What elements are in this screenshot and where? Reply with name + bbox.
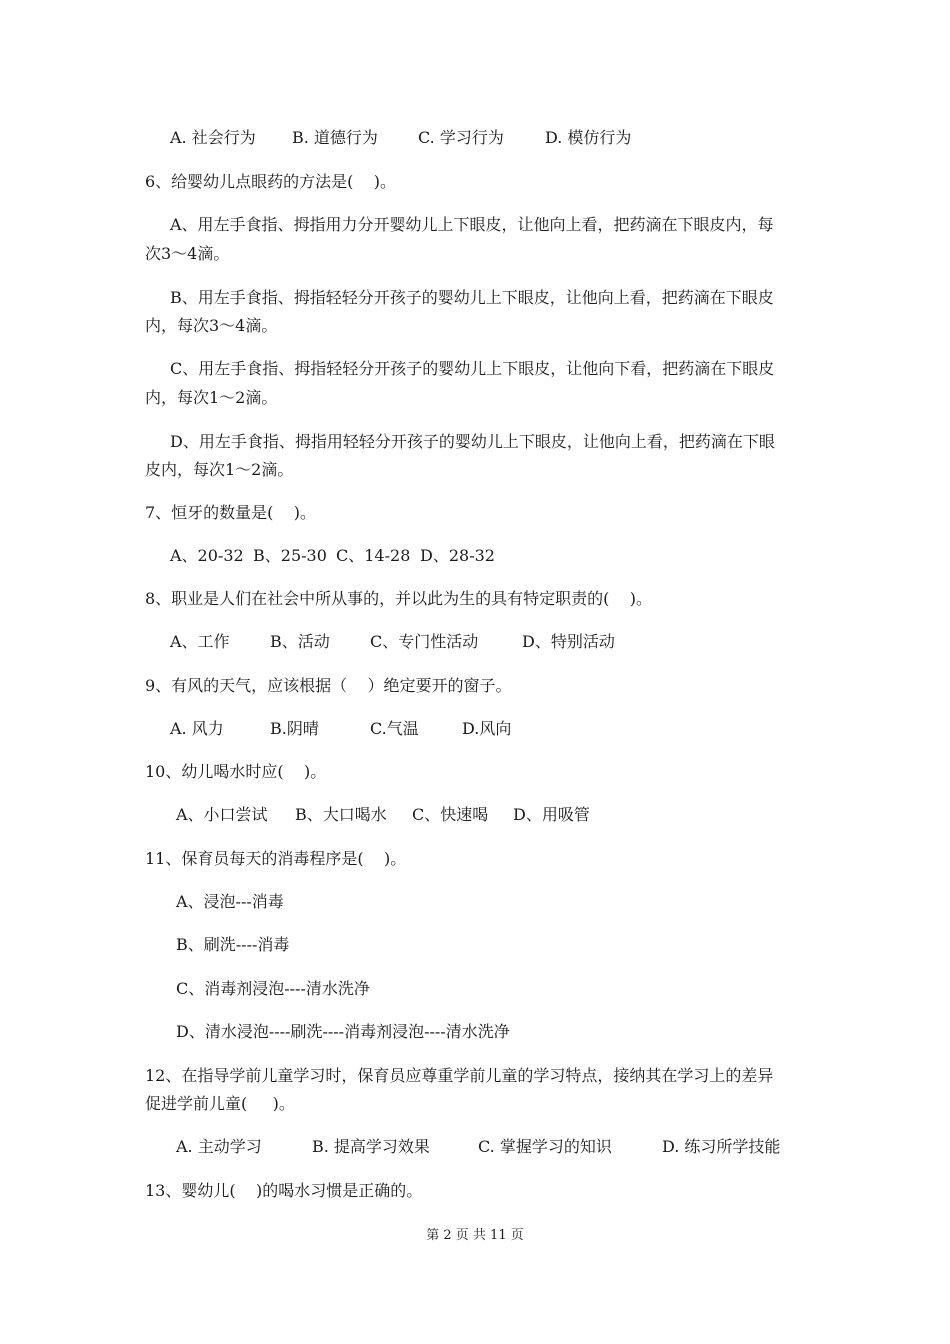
q5-option-d: D. 模仿行为 bbox=[545, 128, 632, 147]
q12-option-b: B. 提高学习效果 bbox=[312, 1137, 430, 1156]
q11-option-c: C、消毒剂浸泡----清水洗净 bbox=[176, 979, 370, 998]
q5-option-a: A. 社会行为 bbox=[170, 128, 256, 147]
q11-option-d: D、清水浸泡----刷洗----消毒剂浸泡----清水洗净 bbox=[176, 1022, 510, 1041]
q12-stem-line2: 促进学前儿童( )。 bbox=[145, 1094, 295, 1113]
q5-option-b: B. 道德行为 bbox=[292, 128, 378, 147]
q7-option-d: D、28-32 bbox=[420, 546, 495, 565]
q10-option-d: D、用吸管 bbox=[513, 805, 590, 824]
q5-option-c: C. 学习行为 bbox=[418, 128, 504, 147]
q6-option-a-line2: 次3～4滴。 bbox=[145, 244, 230, 263]
q9-option-d: D.风向 bbox=[462, 719, 512, 738]
q12-option-c: C. 掌握学习的知识 bbox=[478, 1137, 612, 1156]
q7-option-a: A、20-32 bbox=[170, 546, 244, 565]
q7-option-b: B、25-30 bbox=[253, 546, 327, 565]
q10-option-a: A、小口尝试 bbox=[176, 805, 268, 824]
q6-option-c-line1: C、用左手食指、拇指轻轻分开孩子的婴幼儿上下眼皮，让他向下看，把药滴在下眼皮 bbox=[170, 359, 775, 378]
q9-option-a: A. 风力 bbox=[170, 719, 224, 738]
q8-option-a: A、工作 bbox=[170, 632, 230, 651]
q6-stem: 6、给婴幼儿点眼药的方法是( )。 bbox=[145, 172, 397, 191]
q8-option-c: C、专门性活动 bbox=[370, 632, 479, 651]
q9-option-b: B.阴晴 bbox=[270, 719, 319, 738]
q10-stem: 10、幼儿喝水时应( )。 bbox=[145, 762, 327, 781]
q12-option-d: D. 练习所学技能 bbox=[662, 1137, 781, 1156]
page-number-footer: 第 2 页 共 11 页 bbox=[426, 1228, 524, 1243]
q8-stem: 8、职业是人们在社会中所从事的，并以此为生的具有特定职责的( )。 bbox=[145, 589, 653, 608]
q6-option-d-line1: D、用左手食指、拇指用轻轻分开孩子的婴幼儿上下眼皮，让他向上看，把药滴在下眼 bbox=[170, 432, 775, 451]
q12-option-a: A. 主动学习 bbox=[176, 1137, 262, 1156]
q8-option-b: B、活动 bbox=[270, 632, 330, 651]
q10-option-b: B、大口喝水 bbox=[295, 805, 387, 824]
q11-stem: 11、保育员每天的消毒程序是( )。 bbox=[145, 849, 407, 868]
q9-stem: 9、有风的天气，应该根据（ ）绝定要开的窗子。 bbox=[145, 676, 512, 695]
q7-option-c: C、14-28 bbox=[336, 546, 411, 565]
q9-option-c: C.气温 bbox=[370, 719, 419, 738]
q6-option-b-line2: 内，每次3～4滴。 bbox=[145, 316, 278, 335]
q11-option-b: B、刷洗----消毒 bbox=[176, 935, 290, 954]
q6-option-a-line1: A、用左手食指、拇指用力分开婴幼儿上下眼皮，让他向上看，把药滴在下眼皮内，每 bbox=[170, 215, 774, 234]
q8-option-d: D、特别活动 bbox=[522, 632, 615, 651]
q13-stem: 13、婴幼儿( )的喝水习惯是正确的。 bbox=[145, 1181, 423, 1200]
q6-option-c-line2: 内，每次1～2滴。 bbox=[145, 388, 278, 407]
q6-option-b-line1: B、用左手食指、拇指轻轻分开孩子的婴幼儿上下眼皮，让他向上看，把药滴在下眼皮 bbox=[170, 288, 774, 307]
q11-option-a: A、浸泡---消毒 bbox=[176, 892, 284, 911]
q6-option-d-line2: 皮内，每次1～2滴。 bbox=[145, 460, 294, 479]
q7-stem: 7、恒牙的数量是( )。 bbox=[145, 503, 317, 522]
q10-option-c: C、快速喝 bbox=[412, 805, 489, 824]
q12-stem-line1: 12、在指导学前儿童学习时，保育员应尊重学前儿童的学习特点，接纳其在学习上的差异 bbox=[145, 1066, 774, 1085]
